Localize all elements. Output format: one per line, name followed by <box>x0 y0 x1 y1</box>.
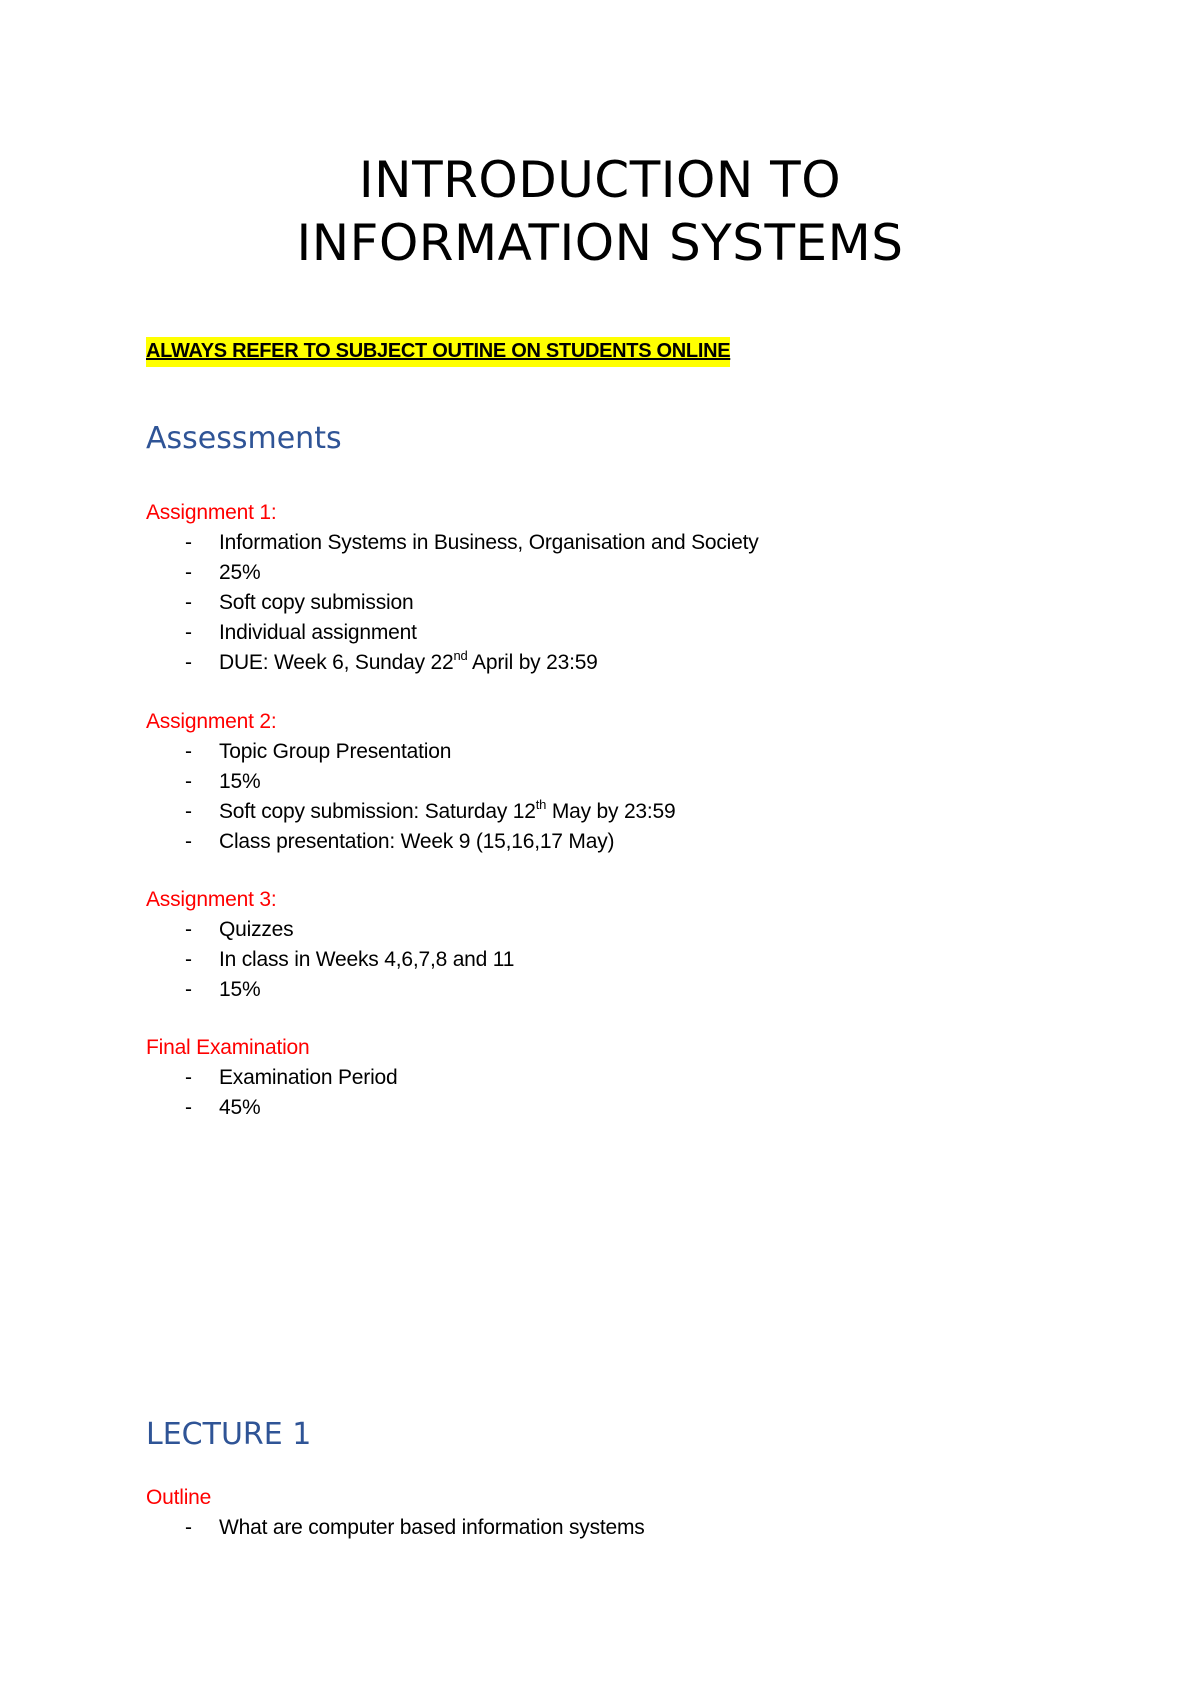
list-item <box>146 588 1146 618</box>
due-date-superscript: nd <box>453 648 468 663</box>
submission-before: Soft copy submission: Saturday 12 <box>219 800 536 823</box>
list-item-text: 45% <box>219 1096 261 1119</box>
outline-section <box>146 1483 1146 1543</box>
final-examination-title: Final Examination <box>146 1036 310 1059</box>
list-item <box>146 558 1146 588</box>
assignment-3-title: Assignment 3: <box>146 888 277 911</box>
lecture-1-heading: LECTURE 1 <box>146 1417 312 1452</box>
list-item <box>146 945 1146 975</box>
list-item-text: Individual assignment <box>219 621 417 644</box>
due-date-text <box>219 648 598 678</box>
bullet-dash: - <box>185 591 192 614</box>
list-item-text: Examination Period <box>219 1066 398 1089</box>
bullet-dash: - <box>185 830 192 853</box>
assignment-2-title: Assignment 2: <box>146 710 277 733</box>
title-line-1: INTRODUCTION TO <box>358 151 842 209</box>
due-date-after: April by 23:59 <box>467 651 598 674</box>
list-item-text: Soft copy submission <box>219 591 414 614</box>
list-item <box>146 618 1146 648</box>
bullet-dash: - <box>185 800 192 823</box>
title-line-2: INFORMATION SYSTEMS <box>296 214 904 272</box>
bullet-dash: - <box>185 651 192 674</box>
list-item <box>146 797 1146 827</box>
bullet-dash: - <box>185 621 192 644</box>
bullet-dash: - <box>185 948 192 971</box>
subject-outline-notice: ALWAYS REFER TO SUBJECT OUTINE ON STUDENTS ONLINE <box>146 337 730 367</box>
list-item-text: 15% <box>219 770 261 793</box>
outline-title: Outline <box>146 1486 212 1509</box>
due-date-before: DUE: Week 6, Sunday 22 <box>219 651 454 674</box>
list-item-text: Topic Group Presentation <box>219 740 452 763</box>
submission-after: May by 23:59 <box>546 800 676 823</box>
list-item <box>146 648 1146 678</box>
assignment-1-title: Assignment 1: <box>146 501 277 524</box>
bullet-dash: - <box>185 740 192 763</box>
list-item-text: 25% <box>219 561 261 584</box>
list-item-text: 15% <box>219 978 261 1001</box>
list-item-text: Quizzes <box>219 918 294 941</box>
bullet-dash: - <box>185 1066 192 1089</box>
assignment-1-section <box>146 498 1146 678</box>
bullet-dash: - <box>185 770 192 793</box>
list-item <box>146 528 1146 558</box>
bullet-dash: - <box>185 561 192 584</box>
list-item <box>146 737 1146 767</box>
bullet-dash: - <box>185 1096 192 1119</box>
list-item-text: In class in Weeks 4,6,7,8 and 11 <box>219 948 515 971</box>
list-item <box>146 1093 1146 1123</box>
submission-text <box>219 797 676 827</box>
list-item <box>146 767 1146 797</box>
submission-superscript: th <box>535 797 547 812</box>
bullet-dash: - <box>185 531 192 554</box>
list-item <box>146 915 1146 945</box>
list-item-text: Information Systems in Business, Organisation and Society <box>219 531 759 554</box>
final-examination-section <box>146 1033 1146 1123</box>
list-item <box>146 827 1146 857</box>
assignment-2-section <box>146 707 1146 857</box>
list-item <box>146 975 1146 1005</box>
list-item <box>146 1063 1146 1093</box>
list-item-text: What are computer based information systems <box>219 1516 645 1539</box>
list-item-text: Class presentation: Week 9 (15,16,17 May) <box>219 830 615 853</box>
assessments-heading: Assessments <box>146 421 342 456</box>
assignment-3-section <box>146 885 1146 1005</box>
bullet-dash: - <box>185 918 192 941</box>
bullet-dash: - <box>185 978 192 1001</box>
list-item <box>146 1513 1146 1543</box>
bullet-dash: - <box>185 1516 192 1539</box>
